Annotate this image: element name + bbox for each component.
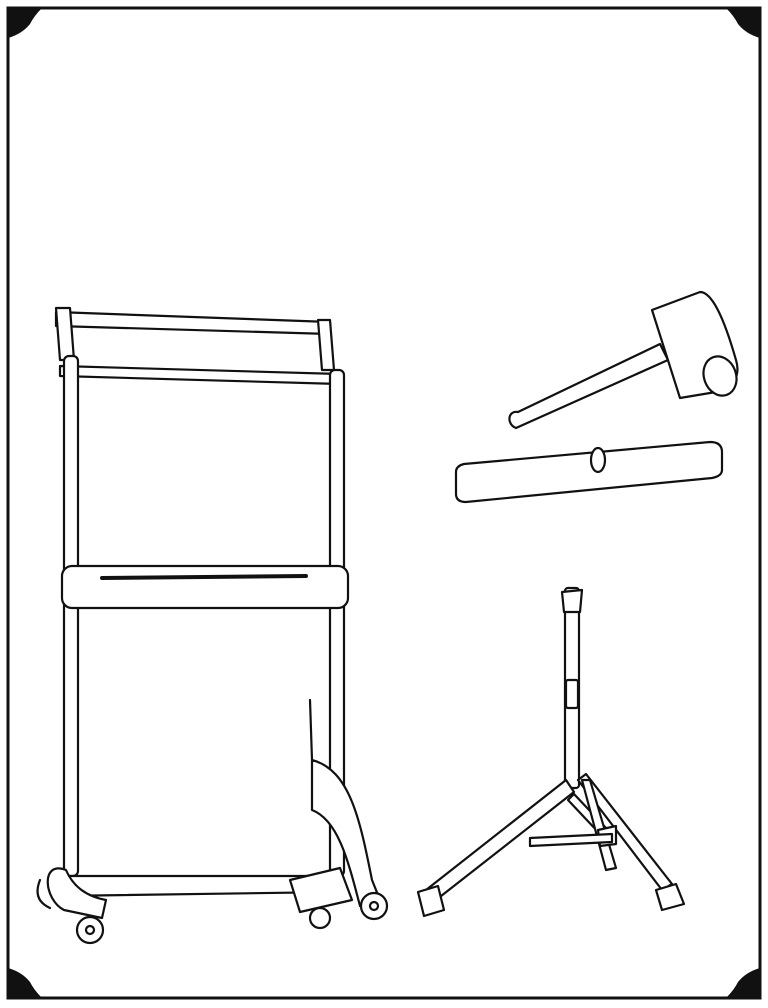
mallet-icon <box>509 292 741 428</box>
tubular-bells-icon <box>38 308 387 943</box>
bar-chimes-icon <box>418 442 722 916</box>
